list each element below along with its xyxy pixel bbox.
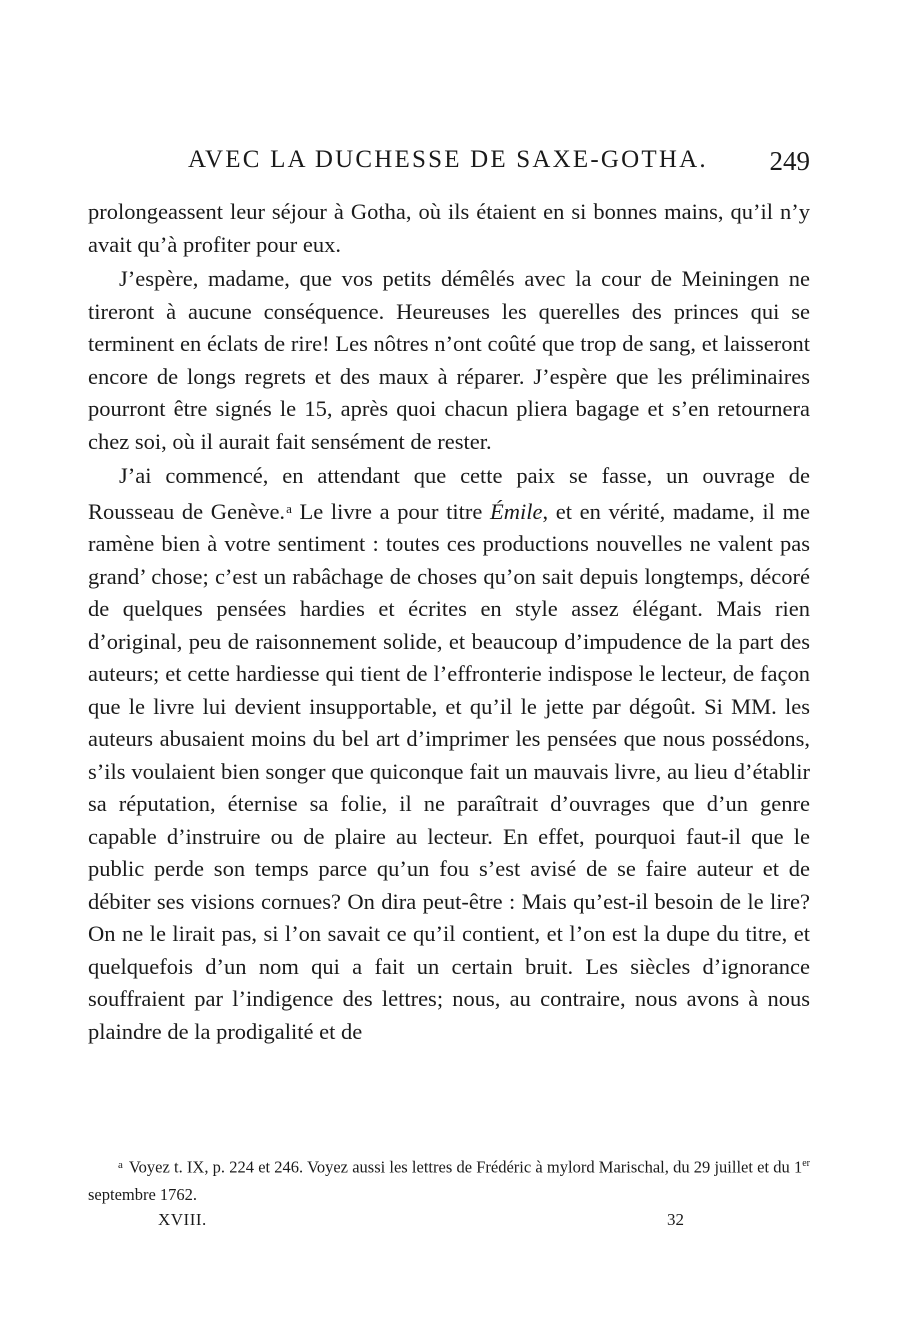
running-title: AVEC LA DUCHESSE DE SAXE-GOTHA. (188, 146, 708, 173)
paragraph-rousseau-lead: Le livre a pour titre (291, 498, 490, 524)
page-number: 249 (769, 146, 810, 176)
paragraph-meiningen: J’espère, madame, que vos petits démêlés avec la cour de Meiningen ne tireront à aucune conséquence. Heureuses les querelles des princes qui se terminent en éclats de rire! Les nôtres n’ont coûté que trop de sang, et laisseront encore de longs regrets et des maux à réparer. J’espère que les préliminaires pourront être signés le 15, après quoi chacun pliera bagage et s’en retournera chez soi, où il aurait fait sensément de rester. (88, 266, 810, 454)
footnote-reference-mark: a (286, 500, 292, 516)
paragraph-rousseau-intro: J’ai commencé, en attendant que cette paix se fasse, un ouvrage de Rousseau de Genève. (88, 463, 810, 524)
sheet-number: 32 (667, 1210, 684, 1229)
paragraph-rousseau-body: , et en vérité, madame, il me ramène bien à votre sentiment : toutes ces productions nouvelles ne valent pas grand’ chose; c’est un rabâchage de choses qu’on sait depuis longtemps, décoré de quelques pensées hardies et écrites en style assez élégant. Mais rien d’original, peu de raisonnement solide, et beaucoup d’impudence de la part des auteurs; et cette hardiesse qui tient de l’effronterie indispose le lecteur, de façon que le livre lui devient insupportable, et qu’il le jette par dégoût. Si MM. les auteurs abusaient moins du bel art d’imprimer les pensées que nous possédons, s’ils voulaient bien songer que quiconque fait un mauvais livre, au lieu d’établir sa réputation, éternise sa folie, il ne paraîtrait d’ouvrages que d’un genre capable d’instruire ou de plaire au lecteur. En effet, pourquoi faut-il que le public perde son temps parce qu’un fou s’est avisé de se faire auteur et de débiter ses visions cornues? On dira peut-être : Mais qu’est-il besoin de le lire? On ne le lirait pas, si l’on savait ce qu’il contient, et l’on est la dupe du titre, et quelquefois d’un nom qui a fait un certain bruit. Les siècles d’ignorance souffraient par l’indigence des lettres; nous, au contraire, nous avons à nous plaindre de la prodigalité et de (88, 498, 810, 1044)
footnote-mark: a (118, 1158, 123, 1171)
volume-signature-mark: XVIII. (158, 1210, 207, 1229)
footnote-text: Voyez t. IX, p. 224 et 246. Voyez aussi les lettres de Frédéric à mylord Marischal, du 29 juillet et du 1 (128, 1157, 803, 1177)
body-text (88, 196, 810, 1050)
footnote-superscript: er (802, 1158, 810, 1169)
footnote-text-end: septembre 1762. (88, 1184, 198, 1204)
footnote (88, 1150, 810, 1208)
paragraph-rousseau (88, 460, 810, 1048)
page-header (88, 146, 810, 182)
book-title-emile: Émile (490, 498, 543, 524)
paragraph-continuation: prolongeassent leur séjour à Gotha, où ils étaient en si bonnes mains, qu’il n’y avait qu’à profiter pour eux. (88, 199, 810, 257)
